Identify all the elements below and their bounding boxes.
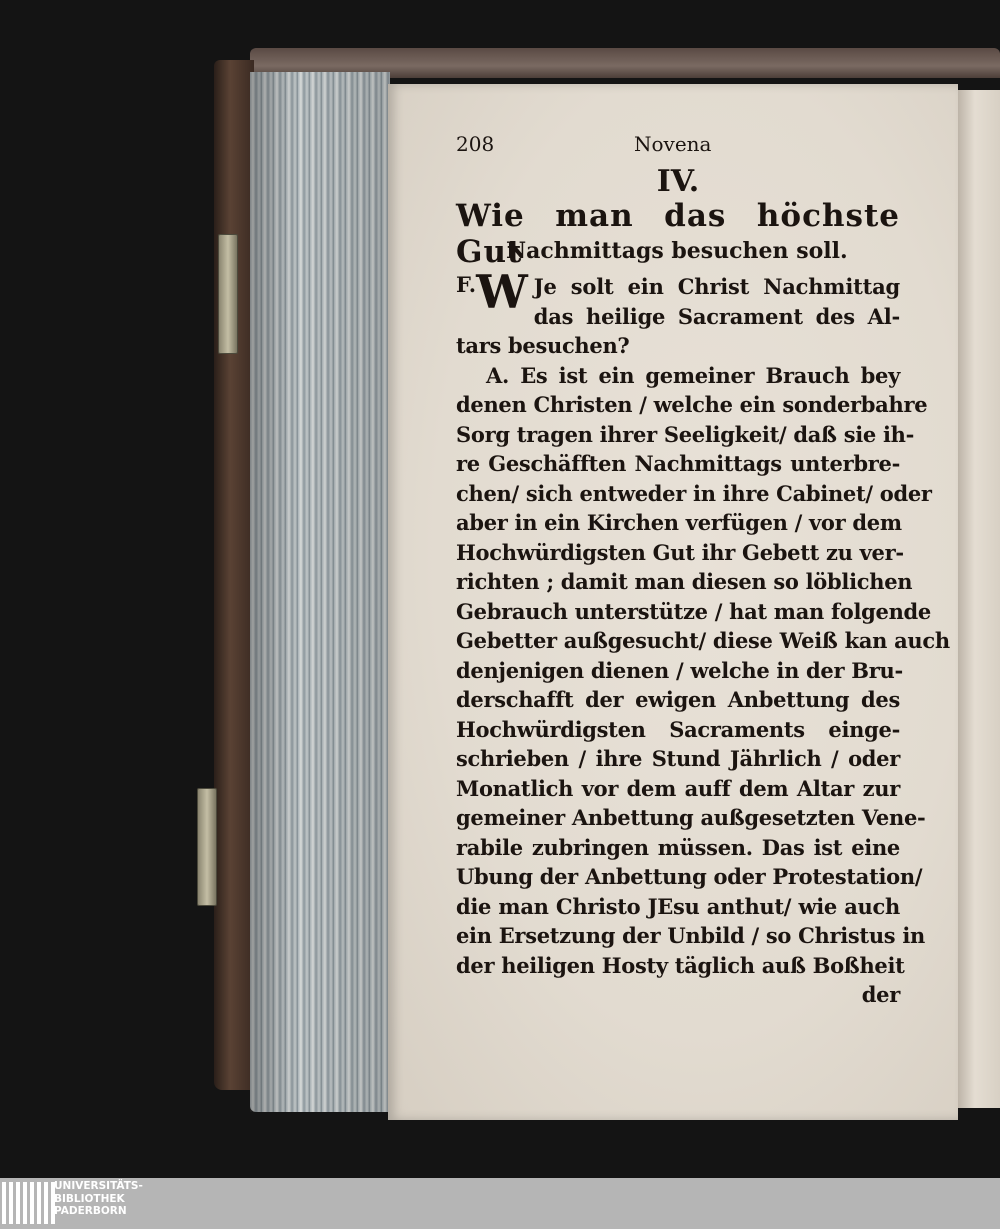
section-subheading: Nachmittags besuchen soll. bbox=[506, 238, 848, 264]
book-spine bbox=[214, 60, 254, 1090]
question-line: tars besuchen? bbox=[456, 333, 630, 358]
drop-cap: W bbox=[476, 265, 528, 319]
answer-line: der heiligen Hosty täglich auß Boßheit bbox=[456, 952, 905, 978]
answer-line: die man Christo JEsu anthut/ wie auch bbox=[456, 893, 900, 919]
answer-line: Monatlich vor dem auff dem Altar zur bbox=[456, 775, 900, 801]
clasp-bottom bbox=[197, 788, 217, 906]
answer-line: ein Ersetzung der Unbild / so Christus in bbox=[456, 923, 925, 948]
question-prefix: F. bbox=[456, 272, 477, 297]
catchword: der bbox=[861, 982, 900, 1007]
library-name-line-1: UNIVERSITÄTS- bbox=[54, 1180, 143, 1192]
answer-line: rabile zubringen müssen. Das ist eine bbox=[456, 834, 900, 860]
answer-line: schrieben / ihre Stund Jährlich / oder bbox=[456, 746, 900, 771]
question-line: Je solt ein Christ Nachmittag bbox=[533, 274, 900, 299]
answer-line: richten ; damit man diesen so löblichen bbox=[456, 569, 913, 594]
library-name-line-2: BIBLIOTHEK bbox=[54, 1192, 125, 1205]
answer-line: re Geschäfften Nachmittags unterbre- bbox=[456, 451, 900, 476]
page-text bbox=[456, 126, 950, 1010]
section-number: IV. bbox=[656, 164, 700, 199]
answer-line: aber in ein Kirchen verfügen / vor dem bbox=[456, 510, 902, 535]
answer-line: A. Es ist ein gemeiner Brauch bey bbox=[486, 362, 900, 388]
library-logo-text bbox=[54, 1180, 143, 1218]
question-opening bbox=[456, 265, 900, 331]
answer-line: chen/ sich entweder in ihre Cabinet/ oder bbox=[456, 480, 932, 506]
library-footer bbox=[0, 1178, 1000, 1229]
running-head bbox=[456, 126, 900, 166]
running-title: Novena bbox=[634, 132, 712, 156]
library-name-line-3: PADERBORN bbox=[54, 1205, 127, 1217]
question-lines bbox=[534, 272, 900, 331]
answer-line: denen Christen / welche ein sonderbahre bbox=[456, 392, 928, 417]
answer-line: Hochwürdigsten Gut ihr Gebett zu ver- bbox=[456, 539, 904, 565]
answer-line: denjenigen dienen / welche in der Bru- bbox=[456, 657, 903, 683]
answer-line: Hochwürdigsten Sacraments einge- bbox=[456, 716, 900, 742]
answer-paragraph bbox=[456, 361, 950, 1010]
answer-line: Gebetter außgesucht/ diese Weiß kan auch bbox=[456, 628, 950, 653]
clasp-top bbox=[218, 234, 238, 354]
facing-page-edge bbox=[958, 90, 1000, 1108]
library-logo-icon bbox=[2, 1182, 55, 1224]
page-edges-shadow bbox=[250, 72, 390, 1112]
answer-line: Ubung der Anbettung oder Protestation/ bbox=[456, 864, 923, 889]
answer-line: Gebrauch unterstütze / hat man folgende bbox=[456, 598, 931, 624]
question-line: das heilige Sacrament des Al- bbox=[533, 303, 900, 329]
section-heading: Wie man das höchste Gut bbox=[456, 198, 900, 270]
answer-line: Sorg tragen ihrer Seeligkeit/ daß sie ih- bbox=[456, 421, 915, 447]
answer-line: gemeiner Anbettung außgesetzten Vene- bbox=[456, 805, 926, 830]
page-number: 208 bbox=[456, 132, 495, 156]
answer-line: derschafft der ewigen Anbettung des bbox=[456, 687, 900, 712]
